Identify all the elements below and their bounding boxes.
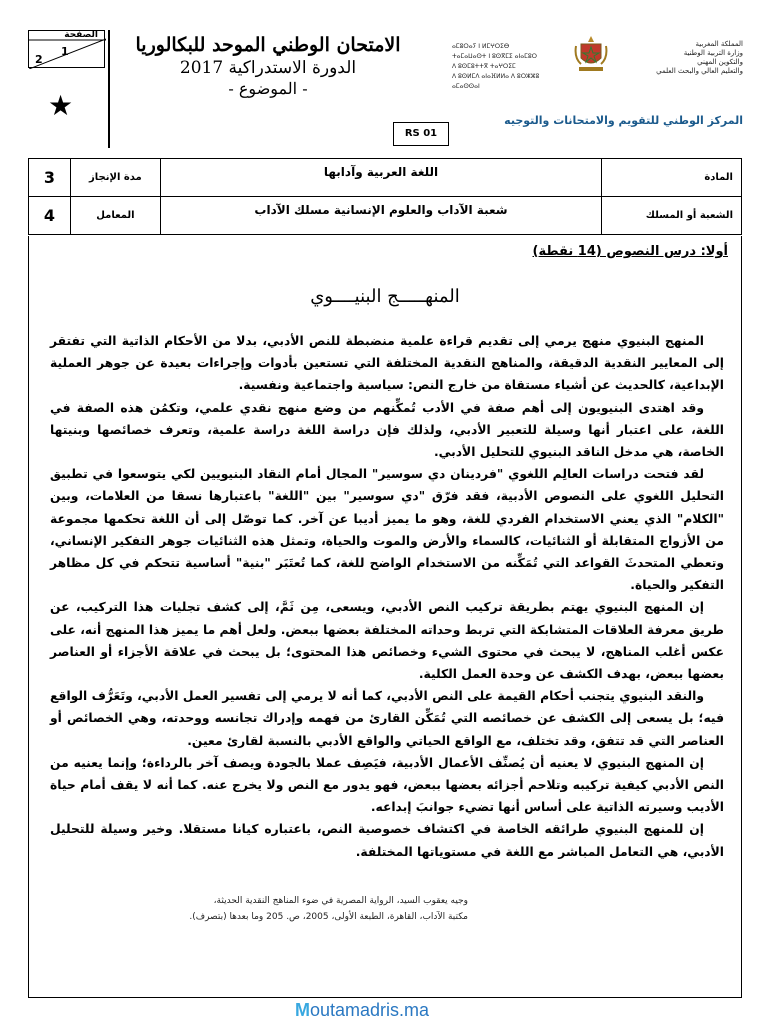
exam-subject-word: - الموضوع - [228,79,308,98]
ministry-line: والتكوين المهني [697,58,743,66]
stream-value: شعبة الآداب والعلوم الإنسانية مسلك الآداب [160,197,601,235]
coefficient-label: المعامل [70,197,160,235]
table-row [29,159,742,197]
exam-header [28,30,742,150]
paragraph: المنهج البنيوي منهج يرمي إلى تقديم قراءة علمية منضبطة للنص الأدبي، بدلا من الأحكام الذاتية التي تفتقر إلى المعايير النقدية الدقيقة، والمناهج النقدية المختلفة التي تستعين بأدوات وإجراءات بعيدة عن جوهر العملية الإبداعية، كالحديث عن أشياء مستقاة من خارج النص: سياسية واجتماعية ونفسية. [50,334,724,393]
tifinagh-ministry-name [452,42,562,92]
source-line: مكتبة الآداب، القاهرة، الطبعة الأولى، 2005، ص. 205 وما بعدها (بتصرف). [189,912,468,922]
ministry-name [613,40,743,76]
tifinagh-line: ⴷ ⵓⵙⵎⵓⵜⵜⴳ ⵜⴰⵖⵔⵉⵎ [452,63,516,70]
paragraph: لقد فتحت دراسات العالِم اللغوي "فردينان دي سوسير" المجال أمام النقاد البنيويين لكي يتوسعوا في تطبيق التحليل اللغوي على النصوص الأدبية، فقد فرّق "دي سوسير" بين "اللغة" باعتبارها نسقا من العلامات، وبين "الكلام" الذي يعني الاستخدام الفردي للغة، وهو ما يميز أديبا عن آخر. كما توصّل إلى أن اللغة تحكمها مجموعة من الأزواج المتقابلة أو الثنائيات، كالسماء والأرض والموت والحياة، وتمثل هذه الثنائيات جوهر التفكير الإنساني، وتعطي المتحدثَ القواعد التي تُمَكِّنه من الاستخدام الواضح للغة، كما تُعتَبَر "بنية" أساسية تتحكم في كل مظاهر التفكير والحياة. [50,467,724,593]
page-total: 2 [35,53,43,66]
page-label: الصفحة [64,30,98,40]
star-icon: ★ [48,89,74,122]
subject-value: اللغة العربية وآدابها [160,159,601,197]
logo-text: outamadris.ma [310,1000,430,1020]
tifinagh-line: ⴰⵎⵓⵔⴰⵢ ⵏ ⵍⵎⵖⵔⵉⴱ [452,43,510,50]
source-citation [148,893,468,925]
section-title: أولا: درس النصوص (14 نقطة) [532,244,728,259]
stream-label: الشعبة أو المسلك [602,197,742,235]
paragraph: إن المنهج البنيوي لا يعنيه أن يُصنِّف الأعمال الأدبية، فيَصِف عملا بالجودة ويصف آخر بالرداءة؛ وإنما يعنيه من النص الأدبي كيفية تركيبه وتلاحم أجزائه بعضها ببعض، فهو يدور مع النص ولا يخرج عنه. كما أنه لا يقف أمام حياة الأديب وسيرته الذاتية على أساس أنها تضيء جوانبَ إبداعه. [50,755,724,815]
ministry-line: المملكة المغربية [695,40,743,48]
text-body [50,330,724,863]
text-title: المنهـــــج البنيــــوي [310,286,460,307]
center-name: المركز الوطني للتقويم والامتحانات والتوجيه [504,114,743,127]
logo-letter: M [295,1000,310,1020]
source-line: وجيه يعقوب السيد، الرواية المصرية في ضوء المناهج النقدية الحديثة، [213,896,468,906]
exam-session: الدورة الاستدراكية 2017 [179,58,357,78]
page-current: 1 [61,45,69,58]
page-number-box [28,30,105,68]
tifinagh-line: ⵜⴰⵎⴰⵡⴰⵙⵜ ⵏ ⵓⵙⴳⵎⵉ ⴰⵏⴰⵎⵓⵔ [452,53,538,60]
ministry-line: وزارة التربية الوطنية [683,49,743,57]
ministry-line: والتعليم العالي والبحث العلمي [656,67,743,75]
coefficient-value: 4 [29,197,71,235]
paragraph: إن للمنهج البنيوي طرائقه الخاصة في اكتشاف خصوصية النص، باعتباره كيانا مستقلا. وخير وسيلة للتحليل الأدبي، هي التعامل المباشر مع اللغة في مستوياتها المختلفة. [50,822,724,859]
paragraph: والنقد البنيوي يتجنب أحكام القيمة على النص الأدبي، كما أنه لا يرمي إلى تفسير العمل الأدبي، وتَعَرُّف الواقع فيه؛ بل يسعى إلى الكشف عن خصائصه التي تُمَكِّن القارئ من فهمه وإدراك تجانسه ووحدته، وهي الخصائص أو العناصر التي قد تتفق، وقد تختلف، مع الواقع الحياتي والواقع الأدبي بالنسبة لقارئ معين. [50,689,724,748]
moroccan-emblem-icon [573,34,609,74]
exam-code: RS 01 [393,122,449,146]
duration-value: 3 [29,159,71,197]
footer-site-logo [295,1000,429,1021]
subject-label: المادة [602,159,742,197]
paragraph: وقد اهتدى البنيويون إلى أهم صفة في الأدب تُمكِّنهم من وضع منهج نقدي علمي، وتكمُن هذه الصفة في اللغة، على اعتبار أنها وسيلة للتعبير الأدبي، ولذلك فإن دراسة اللغة دراسة علمية، وتعرف خصائصها وبنيتها الخاصة، هي مدخل الناقد البنيوي للتحليل الأدبي. [50,400,724,460]
exam-title-block [118,34,418,98]
exam-title: الامتحان الوطني الموحد للبكالوريا [135,34,401,56]
header-divider [108,30,110,148]
tifinagh-line: ⴷ ⵓⵙⵍⵎⴷ ⴰⵏⴰⴼⵍⵍⴰ ⴷ ⵓⵔⵣⵣⵓ ⴰⵎⴰⵙⵙⴰⵏ [452,73,540,90]
exam-info-table [28,158,742,235]
table-row [29,197,742,235]
paragraph: إن المنهج البنيوي يهتم بطريقة تركيب النص الأدبي، ويسعى، مِن ثَمَّ، إلى كشف تجليات هذا التركيب، عن طريق معرفة العلاقات المتشابكة التي تربط وحداته المختلفة بعضها ببعض. ولعل أهم ما يميز هذا المنهج أنه، على عكس أغلب المناهج، لا يبحث في محتوى الشيء وخصائص هذا المحتوى؛ بل يبحث في علاقة الأجزاء أو العناصر بعضها ببعض، بهدف الكشف عن وحدة العمل الكلية. [50,600,724,682]
duration-label: مدة الإنجاز [70,159,160,197]
